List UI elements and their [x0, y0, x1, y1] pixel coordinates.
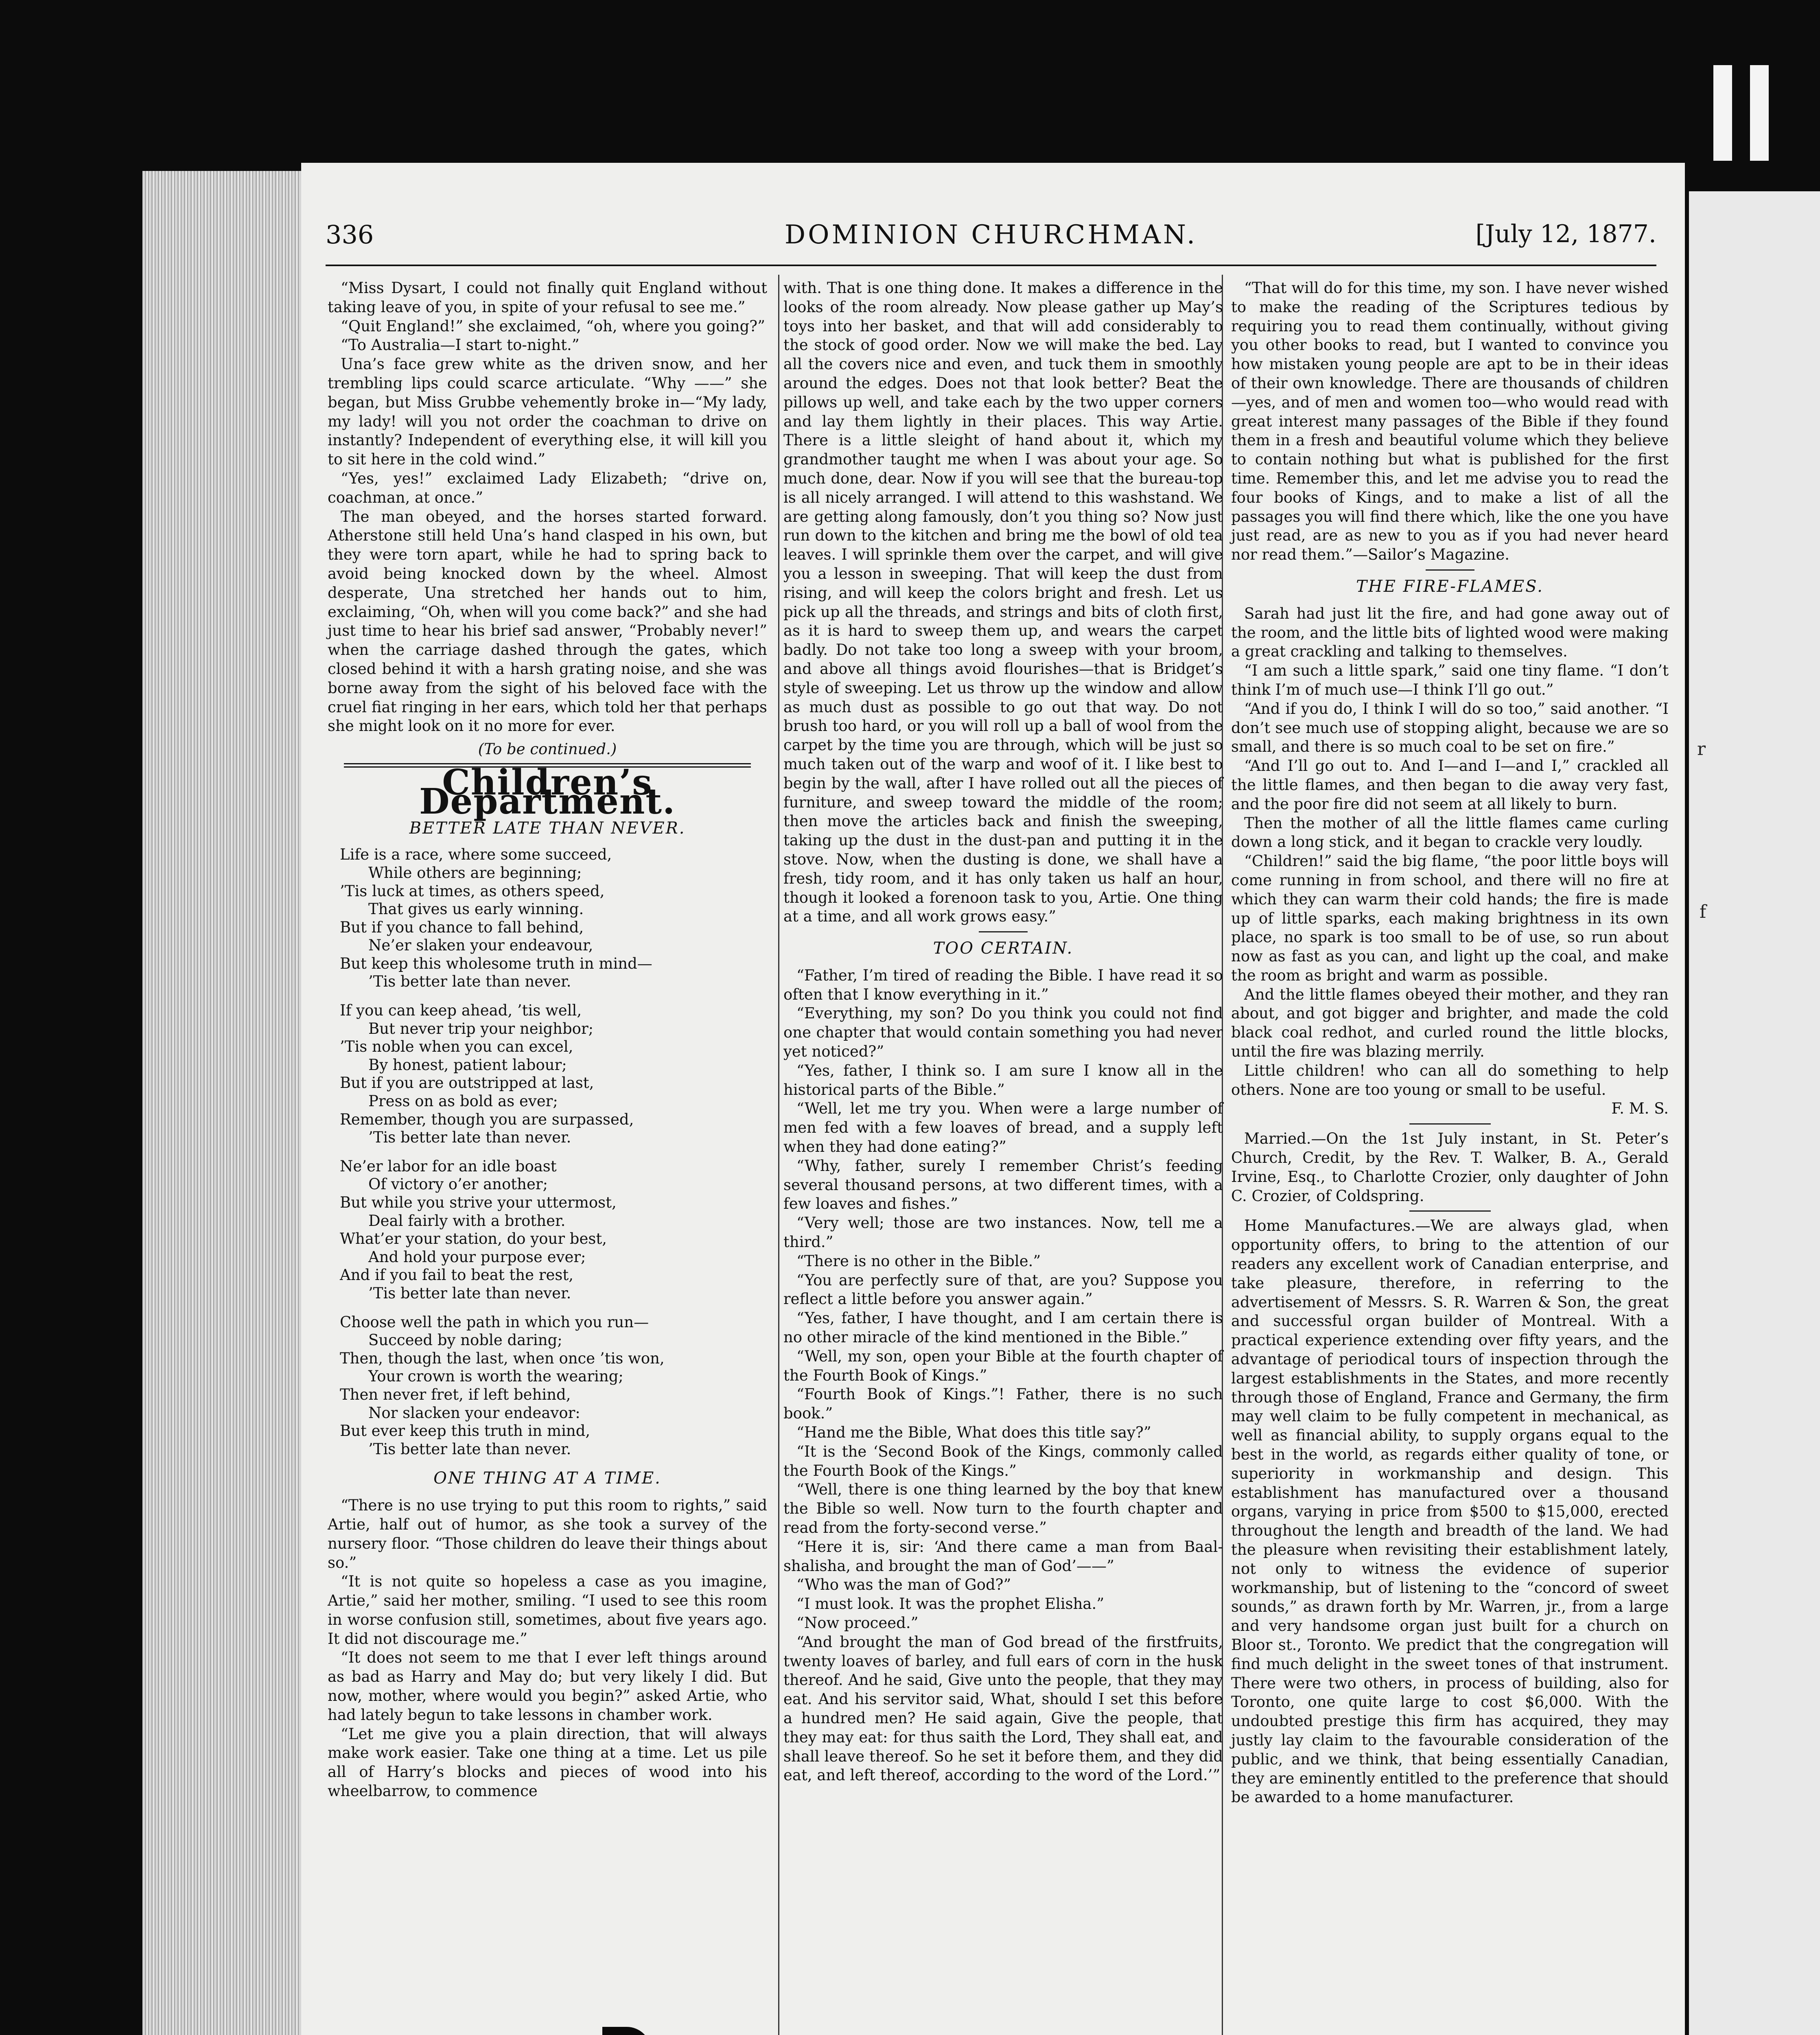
poem-line: Ne’er slaken your endeavour, — [368, 937, 593, 954]
paragraph: “Everything, my son? Do you think you could not find one chapter that would contain something you had never yet noticed?” — [783, 1004, 1223, 1061]
poem-line: Deal fairly with a brother. — [368, 1212, 566, 1230]
poem-line: Your crown is worth the wearing; — [368, 1368, 623, 1385]
paragraph: “Hand me the Bible, What does this title say?” — [796, 1424, 1151, 1442]
paragraph: “Well, there is one thing learned by the boy that knew the Bible so well. Now turn to the fourth chapter and read from the forty-second verse.” — [783, 1481, 1223, 1536]
poem-stanza — [328, 1002, 767, 1147]
paragraph: “It is not quite so hopeless a case as you imagine, Artie,” said her mother, smiling. “I used to see this room in worse confusion still, sometimes, about five years ago. It did not discourage me.” — [328, 1573, 767, 1648]
frame-mark — [1750, 65, 1769, 161]
poem — [328, 846, 767, 1458]
poem-line: Choose well the path in which you run— — [340, 1313, 649, 1331]
paragraph: with. That is one thing done. It makes a difference in the looks of the room already. Now please gather up May’s toys into her basket, and that will add considerably to the stock of good order. Now we will make the bed. Lay all the covers nice and even, and tuck them in smoothly around the edges. Does not that look better? Beat the pillows up well, and take each by the two upper corners and lay them lightly in their places. This way Artie. There is a little sleight of hand about it, which my grandmother taught me when I was about your age. So much done, dear. Now if you will see that the bureau-top is all nicely arranged. I will attend to this washstand. We are getting along famously, don’t you thing so? Now just run down to the kitchen and bring me the bowl of old tea leaves. I will sprinkle them over the carpet, and will give you a lesson in sweeping. That will keep the dust from rising, and will keep the colors bright and fresh. Let us pick up all the threads, and strings and bits of cloth first, as it is hard to sweep them up, and wears the carpet badly. Do not take too long a sweep with your broom, and above all things avoid flourishes—that is Bridget’s style of sweeping. Let us throw up the window and allow as much dust as possible to go out that way. Do not brush too hard, or you will roll up a ball of wool from the carpet by the time you are through, which will be just so much taken out of the warp and woof of it. I like best to begin by the wall, after I have rolled out all the pieces of furniture, and sweep toward the middle of the room; then move the articles back and finish the sweeping, taking up the dust in the dust-pan and putting it in the stove. Now, when the dusting is done, we shall have a fresh, tidy room, and it has only taken us half an hour, though it looked a forenoon task to you, Artie. One thing at a time, and all work grows easy.” — [783, 279, 1223, 926]
paragraph: “It does not seem to me that I ever left things around as bad as Harry and May do; but very likely I did. But now, mother, where would you begin?” asked Artie, who had lately begun to take lessons in chamber work. — [328, 1649, 767, 1724]
masthead-title: DOMINION CHURCHMAN. — [784, 220, 1198, 250]
paragraph: “Quit England!” she exclaimed, “oh, where you going?” — [341, 317, 766, 335]
story-title: ONE THING AT A TIME. — [433, 1469, 661, 1488]
paragraph: “Children!” said the big flame, “the poor little boys will come running in from school, and there will no fire at which they can warm their cold hands; the fire is made up of little sparks, each making brightness in its own place, no spark is too small to be of use, so run about now as fast as you can, and light up the coal, and make the room as bright and warm as possible. — [1231, 852, 1669, 984]
continued-note: (To be continued.) — [478, 740, 617, 758]
paragraph: “To Australia—I start to-night.” — [341, 336, 580, 354]
short-rule — [1426, 569, 1474, 571]
poem-line: But keep this wholesome truth in mind— — [340, 954, 652, 972]
short-rule — [1409, 1123, 1491, 1125]
paragraph: “Yes, father, I think so. I am sure I know all in the historical parts of the Bible.” — [783, 1061, 1223, 1098]
paragraph: “Now proceed.” — [796, 1614, 919, 1632]
margin-fragment: r — [1697, 739, 1706, 759]
column-right — [1231, 279, 1669, 1807]
paragraph: Una’s face grew white as the driven snow, and her trembling lips could scarce articulate. “Why ——” she began, but Miss Grubbe vehemently broke in—“My lady, my lady! will you not order the coachman to drive on instantly? Independent of everything else, it will kill you to sit here in the cold wind.” — [328, 355, 767, 468]
paragraph: “I must look. It was the prophet Elisha.” — [796, 1595, 1105, 1613]
paragraph: “Well, let me try you. When were a large number of men fed with a few loaves of bread, and a supply left when they had done eating?” — [783, 1100, 1223, 1156]
poem-stanza — [328, 846, 767, 991]
story-title: TOO CERTAIN. — [933, 939, 1074, 958]
paragraph: “And I’ll go out to. And I—and I—and I,” crackled all the little flames, and then began to die away very fast, and the poor fire did not seem at all likely to burn. — [1231, 757, 1669, 813]
paragraph: “And if you do, I think I will do so too,” said another. “I don’t see much use of stopping alight, because we are so small, and there is so much coal to be set on fire.” — [1231, 700, 1669, 756]
paragraph: “And brought the man of God bread of the firstfruits, twenty loaves of barley, and full ears of corn in the husk thereof. And he said, Give unto the people, that they may eat. And his servitor said, What, should I set this before a hundred men? He said again, Give the people, that they may eat: for thus saith the Lord, They shall eat, and shall leave thereof. So he set it before them, and they did eat, and left thereof, according to the word of the Lord.’” — [783, 1633, 1223, 1784]
paragraph: “That will do for this time, my son. I have never wished to make the reading of the Scriptures tedious by requiring you to read them continually, without giving you other books to read, but I wanted to convince you how mistaken young people are apt to be in their ideas of their own knowledge. There are thousands of children—yes, and of men and women too—who would read with great interest many passages of the Bible if they found them in a fresh and beautiful volume which they believe to contain nothing but what is published for the first time. Remember this, and let me advise you to read the four books of Kings, and to make a list of all the passages you will find there which, like the one you have just read, are as new to you as if you had never heard nor read them.”—Sailor’s Magazine. — [1231, 279, 1669, 564]
poem-stanza — [328, 1158, 767, 1303]
paragraph: Little children! who can all do something to help others. None are too young or small to be useful. — [1231, 1061, 1669, 1098]
column-divider — [778, 275, 779, 2035]
poem-line: Remember, though you are surpassed, — [340, 1110, 634, 1128]
poem-line: But never trip your neighbor; — [368, 1020, 594, 1037]
poem-line: But if you chance to fall behind, — [340, 918, 584, 936]
poem-stanza — [328, 1313, 767, 1459]
paragraph: “Who was the man of God?” — [796, 1576, 1011, 1594]
poem-title: BETTER LATE THAN NEVER. — [409, 818, 686, 838]
book-page-edges — [142, 171, 326, 2035]
page-number: 336 — [326, 220, 374, 249]
poem-line: Press on as bold as ever; — [368, 1092, 558, 1110]
newspaper-page — [301, 163, 1685, 2035]
column-left — [328, 279, 767, 1801]
poem-line: ’Tis noble when you can excel, — [340, 1038, 573, 1056]
short-rule — [979, 931, 1028, 932]
poem-line: Of victory o’er another; — [368, 1175, 548, 1193]
poem-line: ’Tis luck at times, as others speed, — [340, 882, 605, 900]
paragraph: “Let me give you a plain direction, that will always make work easier. Take one thing at a time. Let us pile all of Harry’s blocks and pieces of wood into his wheelbarrow, to commence — [328, 1725, 767, 1800]
poem-line: Succeed by noble daring; — [368, 1331, 562, 1349]
paragraph: “Here it is, sir: ‘And there came a man from Baal-shalisha, and brought the man of God’——” — [783, 1538, 1223, 1575]
poem-line: Then, though the last, when once ’tis won, — [340, 1349, 665, 1367]
paragraph: “Miss Dysart, I could not finally quit England without taking leave of you, in spite of your refusal to see me.” — [328, 279, 767, 316]
paragraph: “Well, my son, open your Bible at the fourth chapter of the Fourth Book of Kings.” — [783, 1347, 1223, 1384]
signature: F. M. S. — [1611, 1100, 1669, 1118]
paragraph: “Yes, father, I have thought, and I am certain there is no other miracle of the kind mentioned in the Bible.” — [783, 1309, 1223, 1346]
poem-line: And if you fail to beat the rest, — [340, 1266, 573, 1284]
poem-line: ’Tis better late than never. — [368, 973, 571, 991]
paragraph: Sarah had just lit the fire, and had gone away out of the room, and the little bits of lighted wood were making a great crackling and talking to themselves. — [1231, 604, 1669, 661]
paragraph: Then the mother of all the little flames came curling down a long stick, and it began to crackle very loudly. — [1231, 814, 1669, 851]
poem-line: Then never fret, if left behind, — [340, 1385, 571, 1403]
poem-line: That gives us early winning. — [368, 900, 584, 918]
paragraph: “You are perfectly sure of that, are you? Suppose you reflect a little before you answer again.” — [783, 1271, 1223, 1308]
paragraph: The man obeyed, and the horses started forward. Atherstone still held Una’s hand clasped in his own, but they were torn apart, while he had to spring back to avoid being knocked down by the wheel. Almost desperate, Una stretched her hands out to him, exclaiming, “Oh, when will you come back?” and she had just time to hear his brief sad answer, “Probably never!” when the carriage dashed through the gates, which closed behind it with a harsh grating noise, and she was borne away from the sight of his beloved face with the cruel fiat ringing in her ears, which told her that perhaps she might look on it no more for ever. — [328, 508, 767, 735]
poem-line: But ever keep this truth in mind, — [340, 1422, 591, 1440]
page-header — [326, 220, 1656, 265]
paragraph: “Father, I’m tired of reading the Bible. I have read it so often that I know everything in it.” — [783, 966, 1223, 1003]
poem-line: While others are beginning; — [368, 864, 582, 882]
marriage-notice: Married.—On the 1st July instant, in St. Peter’s Church, Credit, by the Rev. T. Walker, B. A., Gerald Irvine, Esq., to Charlotte Crozier, only daughter of John C. Crozier, of Coldspring. — [1231, 1130, 1669, 1205]
paragraph: “It is the ‘Second Book of the Kings, commonly called the Fourth Book of the Kings.” — [783, 1442, 1223, 1479]
paragraph: “Yes, yes!” exclaimed Lady Elizabeth; “drive on, coachman, at once.” — [328, 469, 767, 506]
poem-line: Nor slacken your endeavor: — [368, 1404, 580, 1422]
short-rule — [1409, 1210, 1491, 1212]
facing-page-edge — [1689, 191, 1820, 2035]
paragraph: “Very well; those are two instances. Now, tell me a third.” — [783, 1214, 1223, 1251]
paragraph: “There is no use trying to put this room to rights,” said Artie, half out of humor, as she took a survey of the nursery floor. “Those children do leave their things about so.” — [328, 1497, 767, 1571]
story-title: THE FIRE-FLAMES. — [1356, 577, 1544, 596]
poem-line: But while you strive your uttermost, — [340, 1194, 617, 1211]
paragraph: And the little flames obeyed their mother, and they ran about, and got bigger and brighter, and made the cold black coal redhot, and curled round the little blocks, until the fire was blazing merrily. — [1231, 985, 1669, 1061]
margin-fragment: f — [1700, 902, 1706, 922]
poem-line: ’Tis better late than never. — [368, 1440, 571, 1458]
section-heading: Children’s Department. — [419, 761, 676, 822]
poem-line: By honest, patient labour; — [368, 1056, 567, 1074]
poem-line: ’Tis better late than never. — [368, 1129, 571, 1147]
paragraph: “There is no other in the Bible.” — [796, 1252, 1041, 1270]
poem-line: What’er your station, do your best, — [340, 1230, 607, 1248]
poem-line: ’Tis better late than never. — [368, 1284, 571, 1302]
home-manufactures-notice: Home Manufactures.—We are always glad, when opportunity offers, to bring to the attention of our readers any excellent work of Canadian enterprise, and take pleasure, therefore, in referring to the advertisement of Messrs. S. R. Warren & Son, the great and successful organ builder of Montreal. With a practical experience extending over fifty years, and the advantage of periodical tours of inspection through the largest establishments in the States, and more recently through those of England, France and Germany, the firm may well claim to be fully competent in mechanical, as well as financial ability, to supply organs equal to the best in the world, as regards either quality of tone, or superiority in workmanship and design. This establishment has manufactured over a thousand organs, varying in price from $500 to $15,000, erected throughout the length and breadth of the land. We had the pleasure when revisiting their establishment lately, not only to witness the evidence of superior workmanship, but of listening to the “concord of sweet sounds,” as drawn forth by Mr. Warren, jr., from a large and very handsome organ just built for a church on Bloor st., Toronto. We predict that the congregation will find much delight in the sweet tones of that instrument. There were two others, in process of building, also for Toronto, one quite large to cost $6,000. With the undoubted prestige this firm has acquired, they may justly lay claim to the favourable consideration of the public, and we think, that being essentially Canadian, they are eminently entitled to the preference that should be awarded to a home manufacturer. — [1231, 1217, 1669, 1806]
column-middle — [783, 279, 1223, 1785]
poem-line: If you can keep ahead, ’tis well, — [340, 1002, 582, 1020]
frame-mark — [1713, 65, 1732, 161]
poem-line: And hold your purpose ever; — [368, 1248, 586, 1266]
paragraph: “Fourth Book of Kings.”! Father, there is no such book.” — [783, 1385, 1223, 1422]
poem-line: But if you are outstripped at last, — [340, 1074, 594, 1092]
issue-date: [July 12, 1877. — [1475, 220, 1656, 248]
poem-line: Life is a race, where some succeed, — [340, 846, 612, 864]
paragraph: “Why, father, surely I remember Christ’s feeding several thousand persons, at two different times, with a few loaves and fishes.” — [783, 1157, 1223, 1213]
header-rule — [326, 265, 1656, 266]
thumb-shadow — [602, 2027, 651, 2035]
paragraph: “I am such a little spark,” said one tiny flame. “I don’t think I’m of much use—I think I’ll go out.” — [1231, 662, 1669, 698]
poem-line: Ne’er labor for an idle boast — [340, 1157, 557, 1175]
